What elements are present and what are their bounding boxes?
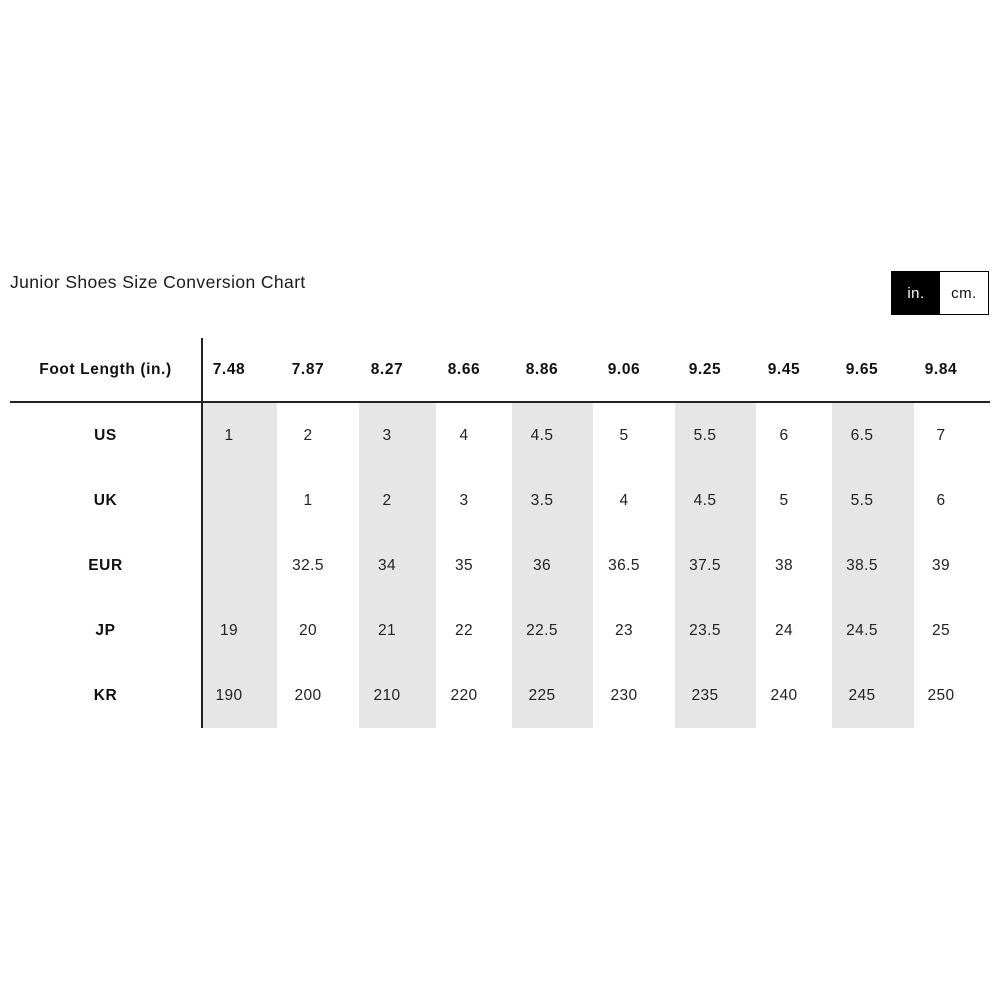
size-cell: 235 (691, 686, 719, 704)
size-cell: 3 (382, 426, 392, 444)
foot-length-column-header: 9.25 (688, 360, 722, 378)
size-cell: 4.5 (693, 491, 717, 509)
chart-title: Junior Shoes Size Conversion Chart (10, 272, 306, 292)
size-system-label-eur: EUR (88, 556, 123, 574)
size-cell: 32.5 (292, 556, 324, 574)
foot-length-column-header: 7.48 (212, 360, 246, 378)
size-cell: 37.5 (689, 556, 721, 574)
size-cell: 20 (298, 621, 318, 639)
size-cell: 210 (373, 686, 401, 704)
size-cell: 22.5 (526, 621, 558, 639)
size-cell: 2 (382, 491, 392, 509)
size-cell: 7 (936, 426, 946, 444)
size-system-label-us: US (94, 426, 117, 444)
size-cell: 35 (454, 556, 474, 574)
foot-length-column-header: 8.66 (447, 360, 481, 378)
size-cell: 23 (614, 621, 634, 639)
size-cell: 36 (532, 556, 552, 574)
size-cell: 6 (779, 426, 789, 444)
size-cell: 1 (224, 426, 234, 444)
size-cell: 3.5 (530, 491, 554, 509)
foot-length-column-header: 9.65 (845, 360, 879, 378)
size-cell (189, 468, 269, 533)
foot-length-column-header: 8.86 (525, 360, 559, 378)
size-cell: 190 (215, 686, 243, 704)
size-cell: 2 (303, 426, 313, 444)
foot-length-column-header: 9.45 (767, 360, 801, 378)
size-system-label-jp: JP (95, 621, 116, 639)
size-cell: 25 (931, 621, 951, 639)
size-cell: 24.5 (846, 621, 878, 639)
size-cell: 5 (779, 491, 789, 509)
size-cell: 5 (619, 426, 629, 444)
size-cell: 24 (774, 621, 794, 639)
size-cell: 6 (936, 491, 946, 509)
size-cell: 5.5 (693, 426, 717, 444)
size-cell: 245 (848, 686, 876, 704)
foot-length-column-header: 9.06 (607, 360, 641, 378)
size-cell: 38 (774, 556, 794, 574)
size-cell: 4 (459, 426, 469, 444)
size-cell: 220 (450, 686, 478, 704)
size-cell: 34 (377, 556, 397, 574)
size-cell: 250 (927, 686, 955, 704)
size-system-label-kr: KR (93, 686, 118, 704)
size-cell: 5.5 (850, 491, 874, 509)
size-cell: 38.5 (846, 556, 878, 574)
foot-length-column-header: 8.27 (370, 360, 404, 378)
foot-length-column-header: 9.84 (924, 360, 958, 378)
size-cell: 230 (610, 686, 638, 704)
size-cell: 19 (219, 621, 239, 639)
foot-length-header: Foot Length (in.) (39, 360, 172, 378)
size-cell: 1 (303, 491, 313, 509)
size-cell: 36.5 (608, 556, 640, 574)
unit-toggle (891, 271, 989, 315)
size-cell: 200 (294, 686, 322, 704)
size-cell (189, 533, 269, 598)
size-cell: 6.5 (850, 426, 874, 444)
size-system-label-uk: UK (93, 491, 118, 509)
size-cell: 4 (619, 491, 629, 509)
size-cell: 23.5 (689, 621, 721, 639)
unit-inches-button[interactable]: in. (892, 272, 940, 314)
size-cell: 39 (931, 556, 951, 574)
size-cell: 240 (770, 686, 798, 704)
size-cell: 4.5 (530, 426, 554, 444)
foot-length-column-header: 7.87 (291, 360, 325, 378)
size-cell: 22 (454, 621, 474, 639)
size-cell: 21 (377, 621, 397, 639)
size-cell: 225 (528, 686, 556, 704)
size-cell: 3 (459, 491, 469, 509)
unit-centimeters-button[interactable]: cm. (940, 272, 988, 314)
size-conversion-table (10, 338, 990, 728)
